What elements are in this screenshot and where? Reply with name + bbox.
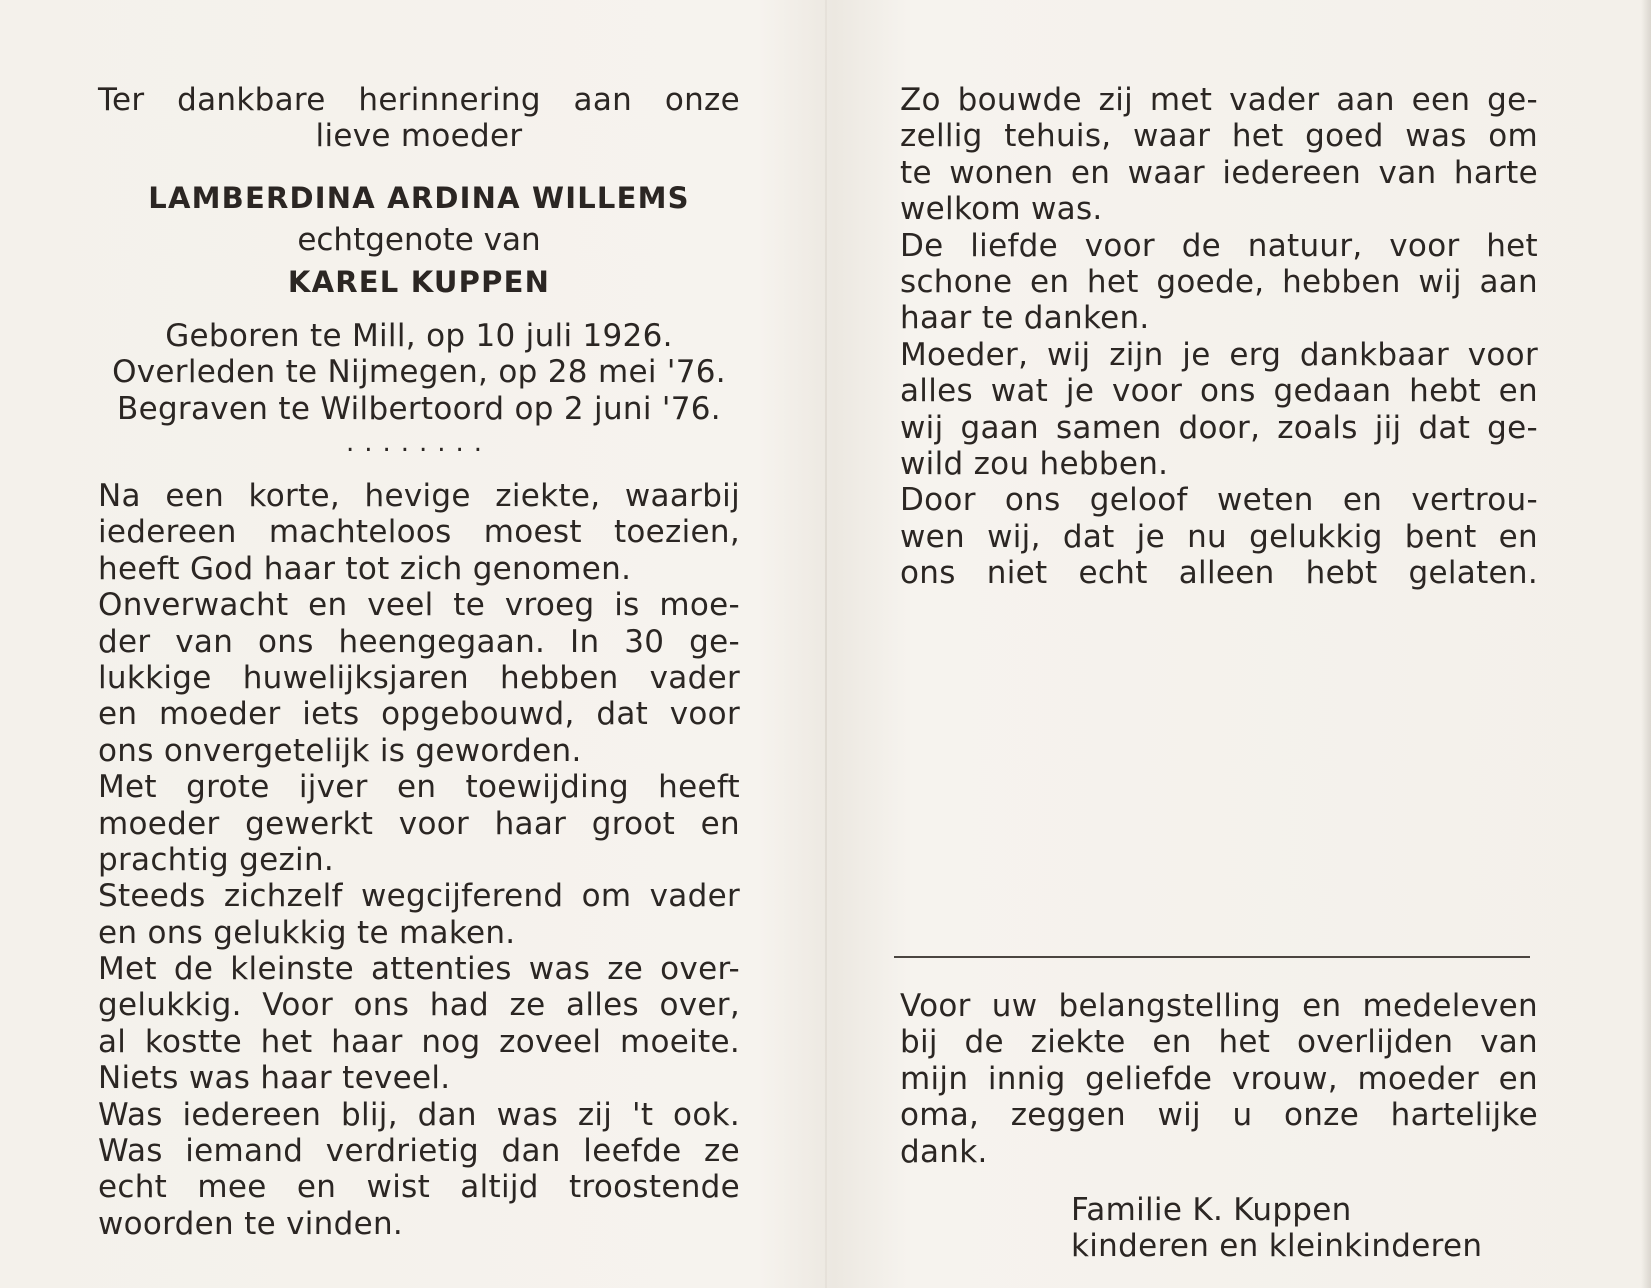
body-line: lukkige huwelijksjaren hebben vader — [98, 659, 740, 696]
body-line: en moeder iets opgebouwd, dat voor — [98, 696, 740, 733]
card-fold — [825, 0, 827, 1288]
body-line: Door ons geloof weten en vertrou- — [900, 482, 1538, 519]
body-line: en ons gelukkig te maken. — [98, 914, 516, 951]
body-line: Was iedereen blij, dan was zij 't ook. — [98, 1096, 740, 1133]
body-line: Zo bouwde zij met vader aan een ge- — [900, 82, 1538, 118]
body-line: moeder gewerkt voor haar groot en — [98, 805, 740, 842]
spouse-label: echtgenote van — [297, 222, 541, 258]
body-line: Steeds zichzelf wegcijferend om vader — [98, 878, 740, 915]
body-line: woorden te vinden. — [98, 1205, 404, 1242]
intro-text — [98, 82, 740, 155]
deceased-name: LAMBERDINA ARDINA WILLEMS — [148, 181, 690, 215]
body-line: welkom was. — [900, 191, 1103, 228]
body-line: Niets was haar teveel. — [98, 1060, 451, 1097]
body-line: wen wij, dat je nu gelukkig bent en — [900, 518, 1538, 555]
body-line: heeft God haar tot zich genomen. — [98, 550, 632, 587]
thanks-line: mijn innig geliefde vrouw, moeder en — [900, 1060, 1538, 1097]
body-line: Was iemand verdrietig dan leefde ze — [98, 1133, 740, 1170]
thanks-line: oma, zeggen wij u onze hartelijke — [900, 1097, 1538, 1134]
body-line: prachtig gezin. — [98, 841, 335, 878]
body-line: der van ons heengegaan. In 30 ge- — [98, 623, 740, 660]
divider-line — [894, 956, 1530, 958]
burial-line: Begraven te Wilbertoord op 2 juni '76. — [117, 390, 721, 427]
body-line: zellig tehuis, waar het goed was om — [900, 118, 1538, 155]
body-line: ons onvergetelijk is geworden. — [98, 732, 582, 769]
body-line: Met grote ijver en toewijding heeft — [98, 769, 740, 806]
signature-line: Familie K. Kuppen — [1071, 1192, 1352, 1228]
body-line: echt mee en wist altijd troostende — [98, 1169, 740, 1206]
body-line: al kostte het haar nog zoveel moeite. — [98, 1023, 740, 1060]
card-edge — [1641, 0, 1651, 1288]
signature-line: kinderen en kleinkinderen — [1071, 1228, 1483, 1265]
body-line: ons niet echt alleen hebt gelaten. — [900, 555, 1538, 592]
body-line: Onverwacht en veel te vroeg is moe- — [98, 587, 740, 624]
body-line: te wonen en waar iedereen van harte — [900, 154, 1538, 191]
thanks-line: bij de ziekte en het overlijden van — [900, 1024, 1538, 1061]
death-line: Overleden te Nijmegen, op 28 mei '76. — [112, 354, 726, 391]
dates-block — [98, 318, 740, 427]
thanks-line: dank. — [900, 1133, 988, 1170]
body-line: gelukkig. Voor ons had ze alles over, — [98, 987, 740, 1024]
thanks-text — [900, 988, 1538, 1170]
spouse-name: KAREL KUPPEN — [287, 265, 551, 299]
body-line: schone en het goede, hebben wij aan — [900, 263, 1538, 300]
body-line: haar te danken. — [900, 300, 1150, 337]
body-line: Moeder, wij zijn je erg dankbaar voor — [900, 336, 1538, 373]
body-line: Na een korte, hevige ziekte, waarbij — [98, 478, 740, 514]
body-line: iedereen machteloos moest toezien, — [98, 514, 740, 551]
right-body-text — [900, 82, 1538, 591]
body-line: alles wat je voor ons gedaan hebt en — [900, 373, 1538, 410]
intro-line: lieve moeder — [315, 118, 523, 155]
intro-line: Ter dankbare herinnering aan onze — [98, 82, 740, 118]
body-line: wij gaan samen door, zoals jij dat ge- — [900, 409, 1538, 446]
birth-line: Geboren te Mill, op 10 juli 1926. — [165, 318, 673, 354]
body-line: Met de kleinste attenties was ze over- — [98, 951, 740, 988]
body-line: wild zou hebben. — [900, 445, 1169, 482]
left-body-text — [98, 478, 740, 1242]
separator-dots: ........ — [345, 428, 493, 458]
thanks-line: Voor uw belangstelling en medeleven — [900, 988, 1538, 1024]
body-line: De liefde voor de natuur, voor het — [900, 227, 1538, 264]
name-block — [98, 178, 740, 302]
signature — [1071, 1192, 1531, 1265]
